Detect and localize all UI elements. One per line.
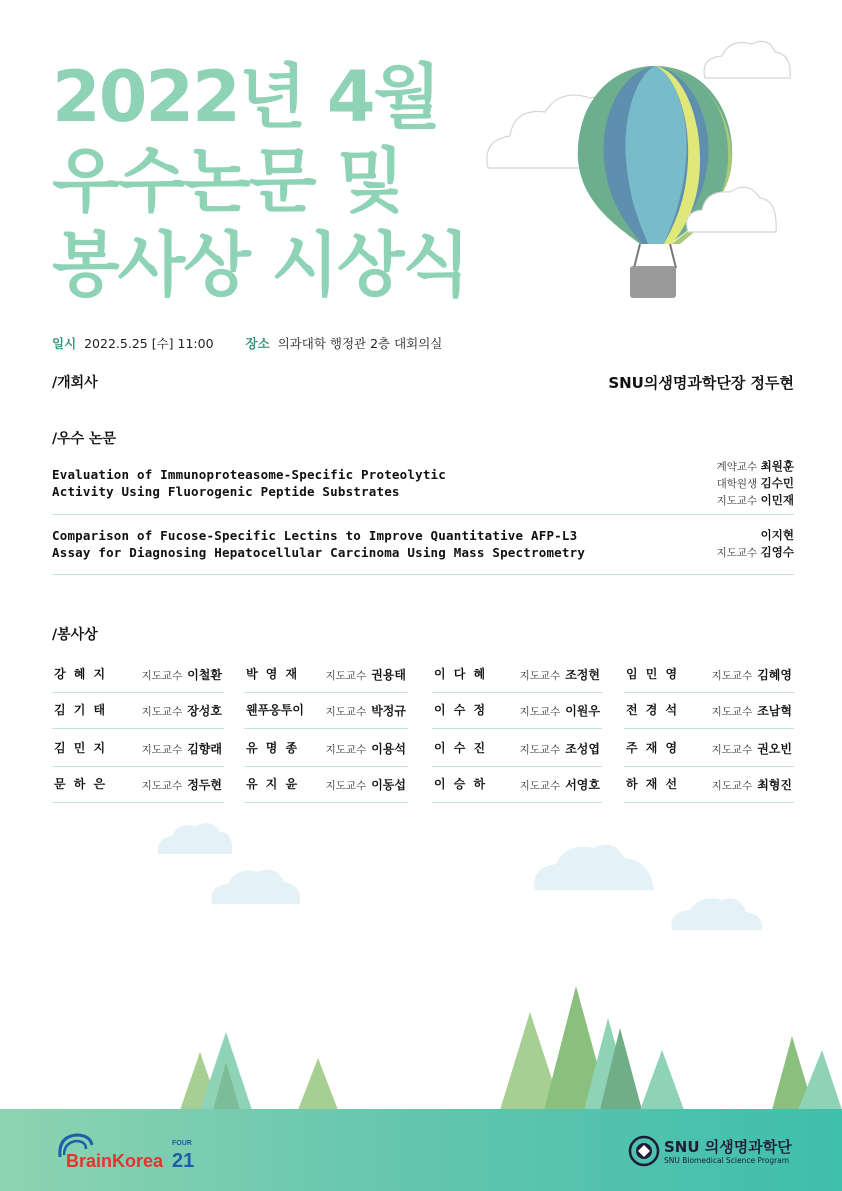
author-name: 김수민 — [760, 476, 794, 490]
title-line-1: 2022년 4월 — [52, 56, 440, 138]
date-value: 2022.5.25 [수] 11:00 — [84, 336, 214, 351]
snu-biomedical-logo — [628, 1134, 792, 1172]
award-entry — [432, 656, 602, 693]
advisor-role: 지도교수 — [519, 744, 561, 756]
paper-authors — [717, 458, 794, 509]
student-name: 전 경 석 — [626, 703, 680, 717]
advisor-name: 권오빈 — [757, 742, 792, 756]
author-name: 이지현 — [760, 528, 794, 542]
advisor-role: 지도교수 — [325, 670, 367, 682]
paper-title-line: Assay for Diagnosing Hepatocellular Carcinoma Using Mass Spectrometry — [52, 545, 586, 560]
award-entry — [624, 766, 794, 803]
advisor-role: 지도교수 — [325, 706, 367, 718]
award-entry — [624, 692, 794, 729]
event-info — [52, 334, 442, 352]
paper-item — [52, 456, 794, 515]
student-name: 김 기 태 — [54, 703, 108, 717]
award-entry — [52, 656, 224, 693]
snu-program-english: SNU Biomedical Science Program — [664, 1156, 790, 1165]
student-name: 유 명 종 — [246, 741, 300, 755]
student-name: 이 수 정 — [434, 703, 488, 717]
advisor-name: 최형진 — [757, 778, 792, 792]
service-heading: /봉사상 — [52, 627, 98, 643]
award-entry — [52, 730, 224, 767]
cloud-right — [704, 41, 790, 78]
author-role: 지도교수 — [716, 547, 758, 559]
advisor-name: 서영호 — [565, 778, 600, 792]
balloon-basket — [630, 244, 676, 298]
advisor-role: 지도교수 — [141, 780, 183, 792]
opening-speaker: SNU의생명과학단장 정두현 — [608, 374, 794, 392]
bk-logo-text: BrainKorea — [66, 1151, 164, 1171]
advisor-role: 지도교수 — [325, 744, 367, 756]
paper-title-line: Evaluation of Immunoproteasome-Specific Proteolytic — [52, 467, 447, 482]
award-entry — [432, 766, 602, 803]
student-name: 김 민 지 — [54, 741, 108, 755]
trees — [180, 986, 842, 1110]
award-entry — [244, 656, 408, 693]
author-role: 계약교수 — [716, 461, 758, 473]
advisor-role: 지도교수 — [519, 670, 561, 682]
student-name: 이 수 진 — [434, 741, 488, 755]
advisor-name: 조남혁 — [757, 704, 792, 718]
advisor-name: 장성호 — [187, 704, 222, 718]
award-entry — [432, 692, 602, 729]
advisor-name: 조성엽 — [565, 742, 600, 756]
snu-emblem-icon — [628, 1134, 660, 1168]
advisor-role: 지도교수 — [141, 744, 183, 756]
student-name: 주 재 영 — [626, 741, 680, 755]
advisor-role: 지도교수 — [711, 744, 753, 756]
author-role: 지도교수 — [716, 495, 758, 507]
advisor-role: 지도교수 — [519, 780, 561, 792]
advisor-role: 지도교수 — [519, 706, 561, 718]
landscape-illustration — [0, 800, 842, 1120]
student-name: 이 승 하 — [434, 777, 488, 791]
advisor-role: 지도교수 — [325, 780, 367, 792]
paper-title-line: Activity Using Fluorogenic Peptide Substrates — [52, 484, 400, 499]
award-entry — [244, 730, 408, 767]
student-name: 강 혜 지 — [54, 667, 108, 681]
student-name: 이 다 혜 — [434, 667, 488, 681]
brainkorea21-logo — [56, 1131, 206, 1175]
award-entry — [52, 692, 224, 729]
date-label: 일시 — [52, 336, 77, 351]
sky-clouds — [158, 823, 762, 930]
papers-heading: /우수 논문 — [52, 431, 117, 447]
author-name: 이민재 — [760, 493, 794, 507]
award-entry — [624, 730, 794, 767]
advisor-name: 이철환 — [187, 668, 222, 682]
student-name: 박 영 재 — [246, 667, 300, 681]
student-name: 문 하 은 — [54, 777, 108, 791]
advisor-role: 지도교수 — [141, 670, 183, 682]
author-name: 김영수 — [760, 545, 794, 559]
award-entry — [52, 766, 224, 803]
award-entry — [624, 656, 794, 693]
place-value: 의과대학 행정관 2층 대회의실 — [277, 336, 443, 351]
advisor-name: 조정현 — [565, 668, 600, 682]
advisor-name: 이용석 — [371, 742, 406, 756]
title-line-3: 봉사상 시상식 — [52, 224, 469, 306]
paper-title-line: Comparison of Fucose-Specific Lectins to Improve Quantitative AFP-L3 — [52, 528, 578, 543]
paper-title — [52, 466, 446, 500]
student-name: 유 지 윤 — [246, 777, 300, 791]
award-entry — [244, 766, 408, 803]
advisor-name: 박정규 — [371, 704, 406, 718]
advisor-name: 이원우 — [565, 704, 600, 718]
student-name: 임 민 영 — [626, 667, 680, 681]
paper-item — [52, 514, 794, 575]
advisor-role: 지도교수 — [711, 780, 753, 792]
author-role: 대학원생 — [716, 478, 758, 490]
advisor-name: 권용태 — [371, 668, 406, 682]
advisor-name: 정두현 — [187, 778, 222, 792]
student-name: 웬푸옹투이 — [246, 703, 304, 717]
advisor-name: 김혜영 — [757, 668, 792, 682]
paper-authors — [717, 527, 794, 561]
opening-heading: /개회사 — [52, 375, 98, 391]
title-line-2: 우수논문 및 — [52, 140, 403, 222]
advisor-name: 김향래 — [187, 742, 222, 756]
place-label: 장소 — [245, 336, 270, 351]
bk-logo-number: 21 — [172, 1150, 195, 1171]
advisor-role: 지도교수 — [711, 670, 753, 682]
paper-title — [52, 527, 585, 561]
advisor-role: 지도교수 — [711, 706, 753, 718]
author-name: 최원훈 — [760, 459, 794, 473]
award-entry — [244, 692, 408, 729]
award-entry — [432, 730, 602, 767]
advisor-name: 이동섭 — [371, 778, 406, 792]
hot-air-balloon-illustration — [0, 0, 842, 330]
student-name: 하 재 선 — [626, 777, 680, 791]
bk-logo-four: FOUR — [172, 1140, 192, 1147]
advisor-role: 지도교수 — [141, 706, 183, 718]
snu-program-name: SNU 의생명과학단 — [664, 1138, 792, 1156]
brainkorea-mark-icon — [56, 1131, 206, 1171]
